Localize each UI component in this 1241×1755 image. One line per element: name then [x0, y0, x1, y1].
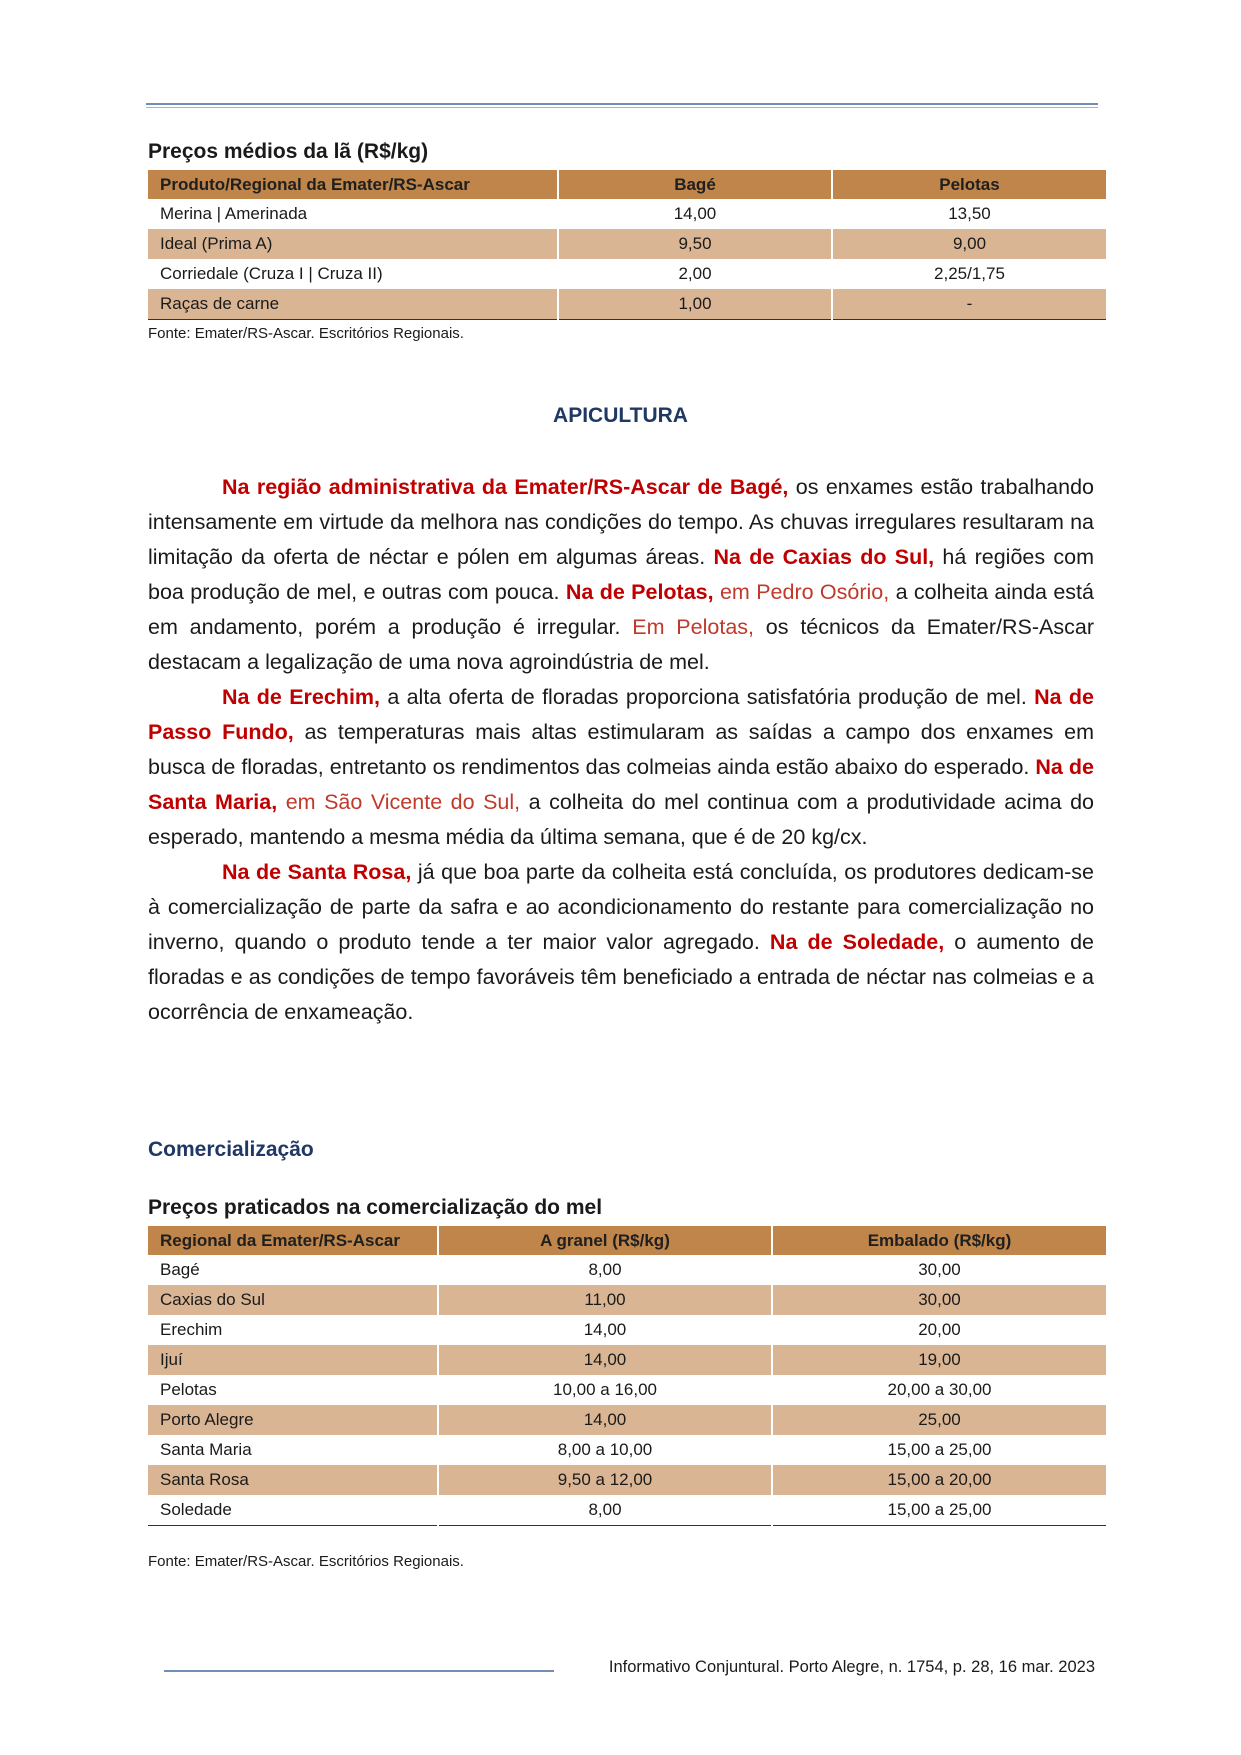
table-row	[148, 199, 1106, 229]
text-run: os enxames estão trabalhando intensamente em virtude da melhora nas condições do tempo. As chuvas irregulares resultaram na limitação da oferta de néctar e pólen em algumas áreas.	[148, 475, 1094, 569]
region-highlight: Na de Santa Rosa,	[222, 860, 412, 884]
column-header: Bagé	[558, 170, 832, 199]
table-cell: Soledade	[148, 1495, 438, 1526]
table-cell: Merina | Amerinada	[148, 199, 558, 229]
table-row	[148, 1465, 1106, 1495]
table-cell: Pelotas	[148, 1375, 438, 1405]
table-cell: 2,00	[558, 259, 832, 289]
table-row	[148, 289, 1106, 320]
table-row	[148, 1435, 1106, 1465]
table-cell: 15,00 a 25,00	[772, 1495, 1106, 1526]
header-rule	[146, 103, 1098, 105]
table-cell: 13,50	[948, 204, 991, 223]
table-cell: 11,00	[438, 1285, 772, 1315]
table-header-row	[148, 170, 1106, 199]
footer-citation: Informativo Conjuntural. Porto Alegre, n. 1754, p. 28, 16 mar. 2023	[608, 1658, 1095, 1676]
text-run: a colheita do mel continua com a produtividade acima do esperado, mantendo a mesma média da última semana, que é de 20 kg/cx.	[148, 790, 1094, 849]
paragraph	[148, 680, 1094, 855]
column-header: Embalado (R$/kg)	[772, 1226, 1106, 1255]
text-run: os técnicos da Emater/RS-Ascar destacam a legalização de uma nova agroindústria de mel.	[148, 615, 1094, 674]
table-row	[148, 229, 1106, 259]
column-header: Pelotas	[832, 170, 1106, 199]
table-cell: 2,25/1,75	[934, 264, 1005, 283]
table-cell: 20,00	[918, 1320, 961, 1339]
table-cell: Ideal (Prima A)	[148, 229, 558, 259]
table-cell: 30,00	[918, 1260, 961, 1279]
honey-price-table	[148, 1226, 1106, 1526]
header-rule-secondary	[146, 107, 1098, 108]
region-highlight: Na região administrativa da Emater/RS-Ascar de Bagé,	[222, 475, 789, 499]
table-cell: Porto Alegre	[148, 1405, 438, 1435]
table-row	[148, 1495, 1106, 1526]
text-run: há regiões com boa produção de mel, e outras com pouca.	[148, 545, 1094, 604]
table-cell: -	[832, 289, 1106, 320]
table-cell: 9,50 a 12,00	[438, 1465, 772, 1495]
table-row	[148, 1315, 1106, 1345]
text-run: o aumento de floradas e as condições de tempo favoráveis têm beneficiado a entrada de néctar nas colmeias e a ocorrência de enxameação.	[148, 930, 1094, 1024]
region-highlight: Na de Santa Maria,	[148, 755, 1094, 814]
body-text	[148, 470, 1094, 1030]
table-cell: 8,00	[438, 1495, 772, 1526]
section-title: APICULTURA	[553, 404, 688, 427]
table-cell: Raças de carne	[148, 289, 558, 320]
text-run: as temperaturas mais altas estimularam as saídas a campo dos enxames em busca de floradas, entretanto os rendimentos das colmeias ainda estão abaixo do esperado.	[148, 720, 1094, 779]
table-cell: 14,00	[438, 1315, 772, 1345]
table-cell: 15,00 a 20,00	[772, 1465, 1106, 1495]
region-highlight: Na de Soledade,	[769, 930, 945, 954]
paragraph	[148, 855, 1094, 1030]
table-cell: Corriedale (Cruza I | Cruza II)	[148, 259, 558, 289]
table-cell: 8,00 a 10,00	[438, 1435, 772, 1465]
column-header: A granel (R$/kg)	[438, 1226, 772, 1255]
table-cell: Santa Rosa	[148, 1465, 438, 1495]
table-cell: Bagé	[148, 1255, 438, 1285]
table-cell: 14,00	[438, 1405, 772, 1435]
region-highlight: Na de Caxias do Sul,	[713, 545, 935, 569]
region-highlight: Na de Erechim,	[222, 685, 381, 709]
table-cell: Erechim	[148, 1315, 438, 1345]
table-cell: 8,00	[438, 1255, 772, 1285]
place-highlight: em São Vicente do Sul,	[277, 790, 521, 814]
footer-rule	[164, 1670, 554, 1672]
honey-table-source: Fonte: Emater/RS-Ascar. Escritórios Regionais.	[148, 1553, 464, 1570]
wool-table-source: Fonte: Emater/RS-Ascar. Escritórios Regionais.	[148, 325, 464, 342]
table-row	[148, 1285, 1106, 1315]
table-header-row	[148, 1226, 1106, 1255]
place-highlight: Em Pelotas,	[632, 615, 754, 639]
table-cell: 9,00	[832, 229, 1106, 259]
wool-price-table	[148, 170, 1106, 320]
table-cell: Santa Maria	[148, 1435, 438, 1465]
paragraph	[148, 470, 1094, 680]
table-cell: 14,00	[558, 199, 832, 229]
table-cell: 10,00 a 16,00	[438, 1375, 772, 1405]
table-cell: 1,00	[558, 289, 832, 320]
region-highlight: Na de Passo Fundo,	[148, 685, 1094, 744]
table-cell: 14,00	[438, 1345, 772, 1375]
table-row	[148, 1375, 1106, 1405]
place-highlight: em Pedro Osório,	[713, 580, 890, 604]
table-cell: 20,00 a 30,00	[887, 1380, 992, 1399]
table-cell: 25,00	[772, 1405, 1106, 1435]
table-row	[148, 1255, 1106, 1285]
subsection-title: Comercialização	[148, 1138, 314, 1161]
column-header: Produto/Regional da Emater/RS-Ascar	[148, 170, 558, 199]
table-row	[148, 259, 1106, 289]
text-run: a alta oferta de floradas proporciona satisfatória produção de mel.	[380, 685, 1035, 709]
table-cell: 30,00	[772, 1285, 1106, 1315]
table-cell: 15,00 a 25,00	[887, 1440, 992, 1459]
table-cell: 9,50	[558, 229, 832, 259]
table-cell: 19,00	[772, 1345, 1106, 1375]
honey-table-title: Preços praticados na comercialização do mel	[148, 1196, 603, 1219]
table-cell: Caxias do Sul	[148, 1285, 438, 1315]
column-header: Regional da Emater/RS-Ascar	[148, 1226, 438, 1255]
wool-table-title: Preços médios da lã (R$/kg)	[148, 140, 429, 163]
table-row	[148, 1345, 1106, 1375]
region-highlight: Na de Pelotas,	[565, 580, 714, 604]
text-run: já que boa parte da colheita está concluída, os produtores dedicam-se à comercialização de parte da safra e ao acondicionamento do restante para comercialização no inverno, quando o produto tende a ter maior valor agregado.	[148, 860, 1095, 954]
table-row	[148, 1405, 1106, 1435]
table-cell: Ijuí	[148, 1345, 438, 1375]
text-run: a colheita ainda está em andamento, porém a produção é irregular.	[148, 580, 1094, 639]
